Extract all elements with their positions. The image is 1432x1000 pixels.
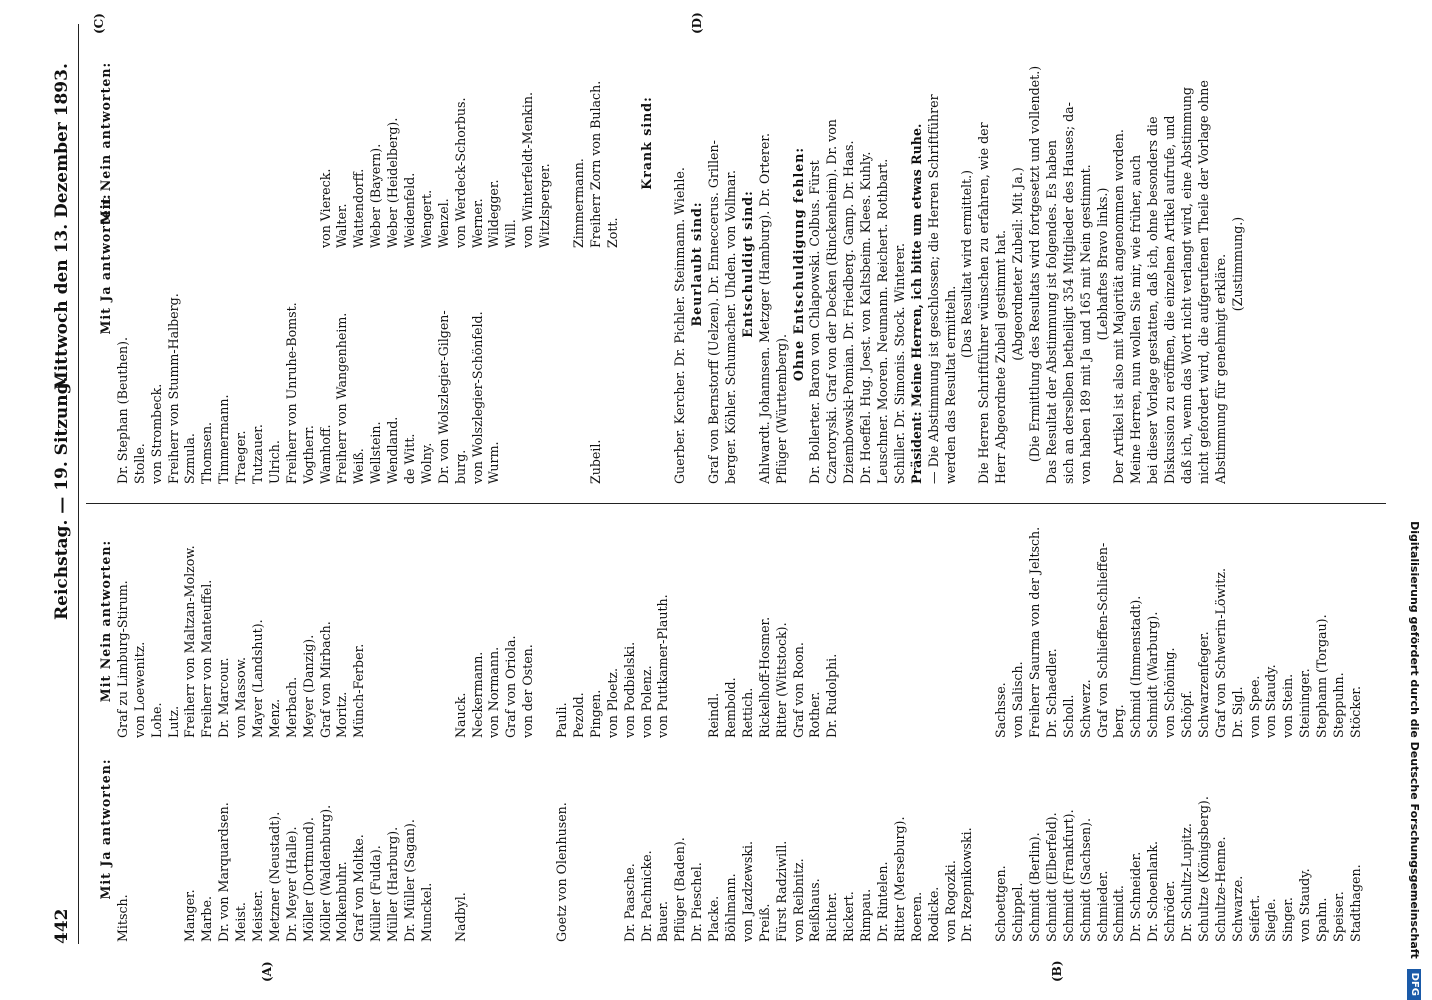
text-line [605,716,622,942]
text-line: Ulrich. [266,440,282,484]
text-line [909,504,926,738]
text-line: Wendland. [385,416,401,484]
text-line [537,716,554,942]
text-line: Müller (Fulda). [368,845,384,942]
text-line: von Viereck. [317,168,333,248]
text-line: Walter. [334,203,350,248]
text-line [571,716,588,942]
text-line: Pflüger (Württemberg). [773,333,789,484]
text-line: Weber (Heidelberg). [385,117,401,248]
text-line: von Reibnitz. [790,858,806,942]
text-line: Schmidt (Sachsen). [1077,817,1093,942]
text-line: Szmula. [182,433,198,484]
text-line: Dr. Schaedler. [1043,648,1059,738]
text-line: von Strombeck. [148,383,164,484]
text-line [250,38,267,248]
text-line: von Werdeck-Schorbus. [452,97,468,248]
text-line: Schoettgen. [993,865,1009,942]
text-line: Schiller. Dr. Simonis. Stock. Winterer. [891,243,907,484]
text-line: Vogtherr. [300,425,316,484]
text-line [672,504,689,738]
text-line: Möller (Dortmund). [300,817,316,942]
text-line: von Puttkamer-Plauth. [655,594,671,738]
text-line: nicht gefordert wird, die aufgerufenen Theile der Vorlage ohne [1195,80,1211,484]
text-line [149,716,166,942]
text-line: Werner. [469,198,485,248]
text-line: Schmidt. [1111,885,1127,942]
text-line: von Loewenitz. [131,641,147,738]
text-line: Schwarze. [1229,875,1245,942]
text-line: daß ich, wenn das Wort nicht verlangt wird, eine Abstimmung [1179,87,1194,484]
text-line: bei dieser Vorlage gestatten, daß ich, ohne besonders die [1145,116,1161,484]
text-line: Mit Ja antworten: [98,758,113,900]
text-line: Dziembowski-Pomian. Dr. Friedberg. Gamp. Dr. Haas. [841,140,857,484]
text-line: von Podbielski. [621,641,637,738]
text-line: Stolle. [131,443,147,484]
text-line: Traeger. [233,430,249,484]
text-line: Diskussion zu eröffnen, die einzelnen Artikel aufrufe, und [1162,115,1178,484]
margin-marker-b: (B) [1050,960,1064,982]
text-line: Graf von Roon. [790,642,806,738]
text-line: Rickert. [841,891,857,942]
text-line: werden das Resultat ermitteln. [942,285,958,484]
text-line: Schmidt (Frankfurt). [1060,809,1076,942]
margin-marker-d: (D) [690,12,704,34]
text-line: Schmieder. [1094,870,1110,942]
text-line [199,38,216,248]
text-line [976,504,993,738]
text-line: Stadthagen. [1347,864,1363,942]
text-line: Siegle. [1263,898,1279,942]
text-line: Dr. Bollerter. Baron von Chlapowski. Colbus. Fürst [807,160,823,484]
text-line: Ritter (Wittstock). [773,622,789,738]
text-line [1247,44,1264,484]
text-line: Freiherr von Maltzan-Molzow. [182,545,198,738]
text-line: Pauli. [554,702,570,738]
text-line [858,504,875,738]
text-line: Dr. Müller (Sagan). [402,819,418,942]
text-line [182,38,199,248]
text-line: Timmermann. [216,394,232,484]
text-line: Reindl. [706,692,722,738]
text-line: Reißhaus. [807,878,823,942]
text-line: von haben 189 mit Ja und 165 mit Nein gestimmt. [1077,164,1093,484]
text-line: Münch-Ferber. [351,643,367,738]
text-line: Dr. Schoenlank. [1145,841,1161,942]
text-line: Müller (Harburg). [385,826,401,942]
text-line: de Witt. [402,433,418,484]
text-line: Ahlwardt. Johannsen. Metzger (Hamburg). Dr. Orterer. [756,133,772,484]
text-line: Rimpau. [858,888,874,942]
text-line: Mit Nein antworten: [98,539,113,703]
text-line [132,38,149,248]
text-line: Weber (Bayern). [368,143,384,248]
text-line [132,716,149,942]
text-line: Dr. Schultz-Lupitz. [1179,823,1194,942]
dfg-credit [1396,0,1432,1000]
text-line: von Normann. [486,646,502,738]
text-line: berg. [1111,704,1127,738]
text-line: von Winterfeldt-Menkin. [520,92,536,248]
text-line [368,504,385,738]
text-line: Preiß. [756,903,772,942]
text-line: Mit Nein antworten: [98,61,113,225]
text-line: von Spee. [1246,675,1262,738]
text-line: Schmid (Immenstadt). [1128,595,1144,738]
text-line [436,504,453,738]
text-line: Tutzauer. [250,424,266,484]
text-line: Mayer (Landshut). [250,619,266,738]
text-line [267,38,284,248]
text-line: von Wolszlegier-Schönfeld. [469,311,485,484]
header-rule [78,24,79,944]
text-line [216,38,233,248]
text-line: Nauck. [452,692,468,738]
vote-list-yes-left [98,716,1365,942]
text-line: Mit Ja antworten: [98,193,113,335]
text-line: von Ploetz. [604,667,620,738]
text-line [655,38,672,248]
text-line: Rembold. [722,677,738,738]
text-line [537,504,554,738]
text-line [503,716,520,942]
text-line [892,504,909,738]
text-line: Spahn. [1314,897,1330,942]
text-line: Graf von Schwerin-Löwitz. [1212,568,1228,738]
text-line [233,38,250,248]
text-line: sich an derselben betheiligt 354 Mitglieder des Hauses; da- [1060,102,1076,484]
text-line: von Polenz. [638,665,654,738]
text-line: berger. Köhler. Schumacher. Uhden. von Vollmar. [722,169,738,484]
text-line: Wellstein. [368,421,384,484]
text-line: Pezold. [570,692,586,738]
text-line: Graf zu Limburg-Stirum. [114,580,130,738]
text-line [926,504,943,738]
text-line: Dr. Rudolphi. [824,653,840,738]
text-line: Schwerz. [1077,679,1093,738]
text-line [841,504,858,738]
text-line: Lutz. [165,705,181,738]
text-line: Dr. von Wolszlegier-Gilgen- [435,310,451,484]
text-line: Zott. [604,217,620,248]
text-line: Graf von Bernstorff (Uelzen). Dr. Enneccerus. Grillen- [706,140,722,484]
text-line: Richter. [824,892,840,942]
text-line: Wattendorff. [351,168,367,248]
text-line: Wengert. [418,189,434,248]
text-line: Placke. [706,895,722,942]
text-line: Nadbyl. [452,892,468,942]
text-line: Marbe. [199,896,215,942]
text-line: Schmidt (Elberfeld). [1043,812,1059,942]
text-line: Ritter (Merseburg). [891,816,907,942]
text-line: Schippel. [1010,882,1026,942]
text-line: Abstimmung für genehmigt erkläre. [1212,253,1228,484]
dfg-credit-text: Digitalisierung gefördert durch die Deutsche Forschungsgemeinschaft [1408,521,1421,959]
text-line: Beurlaubt sind: [689,201,705,327]
text-line: Bauer. [655,901,671,942]
text-line: — Die Abstimmung ist geschlossen; die Herren Schriftführer [925,94,941,484]
text-line: Dr. Schneider. [1128,851,1144,942]
text-line: von Jazdzewski. [739,840,755,942]
text-line: Dr. Rzepnikowski. [959,827,975,942]
text-line: (Die Ermittlung des Resultats wird fortgesetzt und vollendet.) [1026,65,1042,463]
text-line: Dr. Stephan (Beuthen). [114,336,130,484]
text-line: Roeren. [908,891,924,942]
text-line: Graf von Mirbach. [317,621,333,738]
page-number: 442 [52,908,72,944]
text-line: Wolny. [418,442,434,484]
text-line [486,716,503,942]
text-line: Dr. Rintelen. [874,861,890,942]
text-line: von Staudy. [1263,664,1279,738]
text-line: von Rogozki. [942,860,958,942]
text-line: Meister. [250,890,266,942]
text-line: Dr. von Marquardsen. [216,802,232,942]
text-line [959,504,976,738]
page-header-date: Mittwoch den 13. Dezember 1893. [52,63,72,390]
text-line: Scholl. [1060,694,1076,738]
text-line: Pflüger (Baden). [672,837,688,942]
text-line: Mitsch. [114,894,130,942]
text-line: Leuschner. Mooren. Neumann. Reichert. Rothbart. [874,158,890,484]
text-line: Speiser. [1331,891,1347,942]
text-line [470,716,487,942]
text-line: Graf von Oriola. [503,635,519,738]
text-line: Graf von Schlieffen-Schlieffen- [1094,542,1110,738]
text-line: Goetz von Olenhusen. [554,802,570,942]
text-line: von Massow. [233,656,249,738]
margin-marker-a: (A) [260,961,274,982]
text-line: Das Resultat der Abstimmung ist folgendes. Es haben [1043,140,1059,484]
text-line [976,716,993,942]
text-line: Wenzel. [435,198,451,248]
text-line: Stöcker. [1347,685,1363,738]
text-line [689,504,706,738]
text-line [402,504,419,738]
text-line [875,504,892,738]
text-line: Freiherr von Wangenheim. [334,312,350,484]
text-line: burg. [452,449,468,484]
text-line: Die Herren Schriftführer wünschen zu erfahren, wie der [976,122,992,484]
text-line: (Abgeordneter Zubeil: Mit Ja.) [1010,167,1026,361]
vote-list-no-right [98,38,689,248]
text-line: Freiherr Zorn von Bulach. [587,80,603,248]
text-line: Schultze (Königsberg). [1195,796,1211,942]
text-line [385,504,402,738]
text-line: Seifert. [1246,894,1262,942]
page-header-title: Reichstag. — 19. Sitzung. [52,376,72,620]
text-line: Pingen. [587,689,603,738]
text-line: Thomsen. [199,421,215,484]
text-line: Herr Abgeordnete Zubeil gestimmt hat. [993,229,1009,484]
margin-marker-c: (C) [92,13,106,34]
text-line: Will. [503,219,519,248]
text-line: Schwarzenfeger. [1195,631,1211,738]
text-line [943,504,960,738]
text-line: Moritz. [334,691,350,738]
text-line: Ohne Entschuldigung fehlen: [790,146,806,382]
text-line [554,38,571,248]
text-line: von Salisch. [1010,661,1026,738]
text-line: Steppuhn. [1331,672,1347,738]
text-line [622,38,639,248]
text-line [520,716,537,942]
text-line: Metzner (Neustadt). [266,811,282,942]
text-line: Schultze-Henne. [1212,836,1228,942]
text-line: Freiherr von Unruhe-Bomst. [283,302,299,484]
text-line [1263,44,1280,484]
text-line: Wildegger. [486,179,502,248]
text-line: Meyer (Danzig). [300,634,316,738]
text-line: Witzlsperger. [537,163,553,248]
text-line [672,38,689,248]
text-line: Schmidt (Berlin). [1026,832,1042,942]
text-line: Meine Herren, nun wollen Sie mir, wie früher, auch [1128,154,1144,484]
text-line: Menz. [266,698,282,738]
text-line: Der Artikel ist also mit Majorität angenommen worden. [1111,129,1127,484]
text-line: Rickelhoff-Hosmer. [756,616,772,738]
text-line: Dr. Pieschel. [689,862,705,942]
text-line: Schröder. [1162,880,1178,942]
text-line: Steininger. [1297,668,1313,738]
text-line: Freiherr Saurma von der Jeltsch. [1026,526,1042,738]
text-line: Graf von Moltke. [351,834,367,942]
text-line: Freiherr von Manteuffel. [199,579,215,738]
text-line [301,38,318,248]
text-line: Stephann (Torgau). [1314,614,1330,738]
text-line: Dr. Meyer (Halle). [283,826,299,942]
text-line: Guerber. Kercher. Dr. Pichler. Steinmann. Wiehle. [672,167,688,484]
text-line: Rettich. [739,687,755,738]
text-line: (Das Resultat wird ermittelt.) [959,169,975,359]
text-line [166,38,183,248]
text-line: Lohe. [148,702,164,738]
text-line: Schmidt (Warburg). [1145,611,1161,738]
text-line: (Lebhaftes Bravo links.) [1094,187,1110,341]
text-line: Fürst Radziwill. [773,840,789,942]
text-line [436,716,453,942]
text-line: Dr. Sigl. [1229,686,1245,738]
text-line: Wamhoff. [317,424,333,484]
text-line: Rother. [807,691,823,738]
text-line: von der Osten. [520,644,536,738]
dfg-logo: DFG [1407,969,1421,1000]
text-line: Dr. Pachnicke. [638,850,654,942]
text-line [166,716,183,942]
text-line [419,504,436,738]
vote-list-no-left [98,504,1365,738]
text-line: Singer. [1280,897,1296,942]
text-line: Neckermann. [469,651,485,738]
text-line: Zimmermann. [570,158,586,248]
text-line: Präsident: Meine Herren, ich bitte um etwas Ruhe. [908,123,924,484]
text-line: Munckel. [418,882,434,942]
text-line: Merbach. [283,676,299,738]
text-line: Rodicke. [925,886,941,942]
text-line: Weiß. [351,448,367,484]
text-line: Dr. Paasche. [621,863,637,942]
text-line: (Zustimmung.) [1229,216,1245,312]
text-line: Entschuldigt sind: [739,190,755,338]
text-line: Zubeil. [587,439,603,484]
text-line: Dr. Hoeffel. Hug. Joest. von Kaltsbeim. Klees. Kuhly. [858,151,874,484]
text-line [149,38,166,248]
text-line: Manger. [182,889,198,942]
text-line: Sachsse. [993,682,1009,738]
dfg-sidebar [1396,0,1432,1000]
text-line: Krank sind: [638,96,654,190]
text-line [284,38,301,248]
text-line: Czartoryski. Graf von der Decken (Rinckenheim). Dr. von [824,119,840,484]
text-line: Meist. [233,902,249,942]
text-line: von Stein. [1280,673,1296,738]
text-line: Freiherr von Stumm-Halberg. [165,293,181,484]
text-line: von Schöning. [1162,647,1178,738]
text-line: Dr. Marcour. [216,657,232,738]
text-line: Molkenbuhr. [334,861,350,942]
text-line: Wurm. [486,441,502,484]
text-line: Schöpf. [1179,690,1194,738]
text-line: Weidenfeld. [402,172,418,248]
text-line [588,716,605,942]
text-line: Möller (Waldenburg). [317,804,333,942]
text-line [115,38,132,248]
text-line: Böhlmann. [722,873,738,942]
text-line: von Staudy. [1297,868,1313,942]
